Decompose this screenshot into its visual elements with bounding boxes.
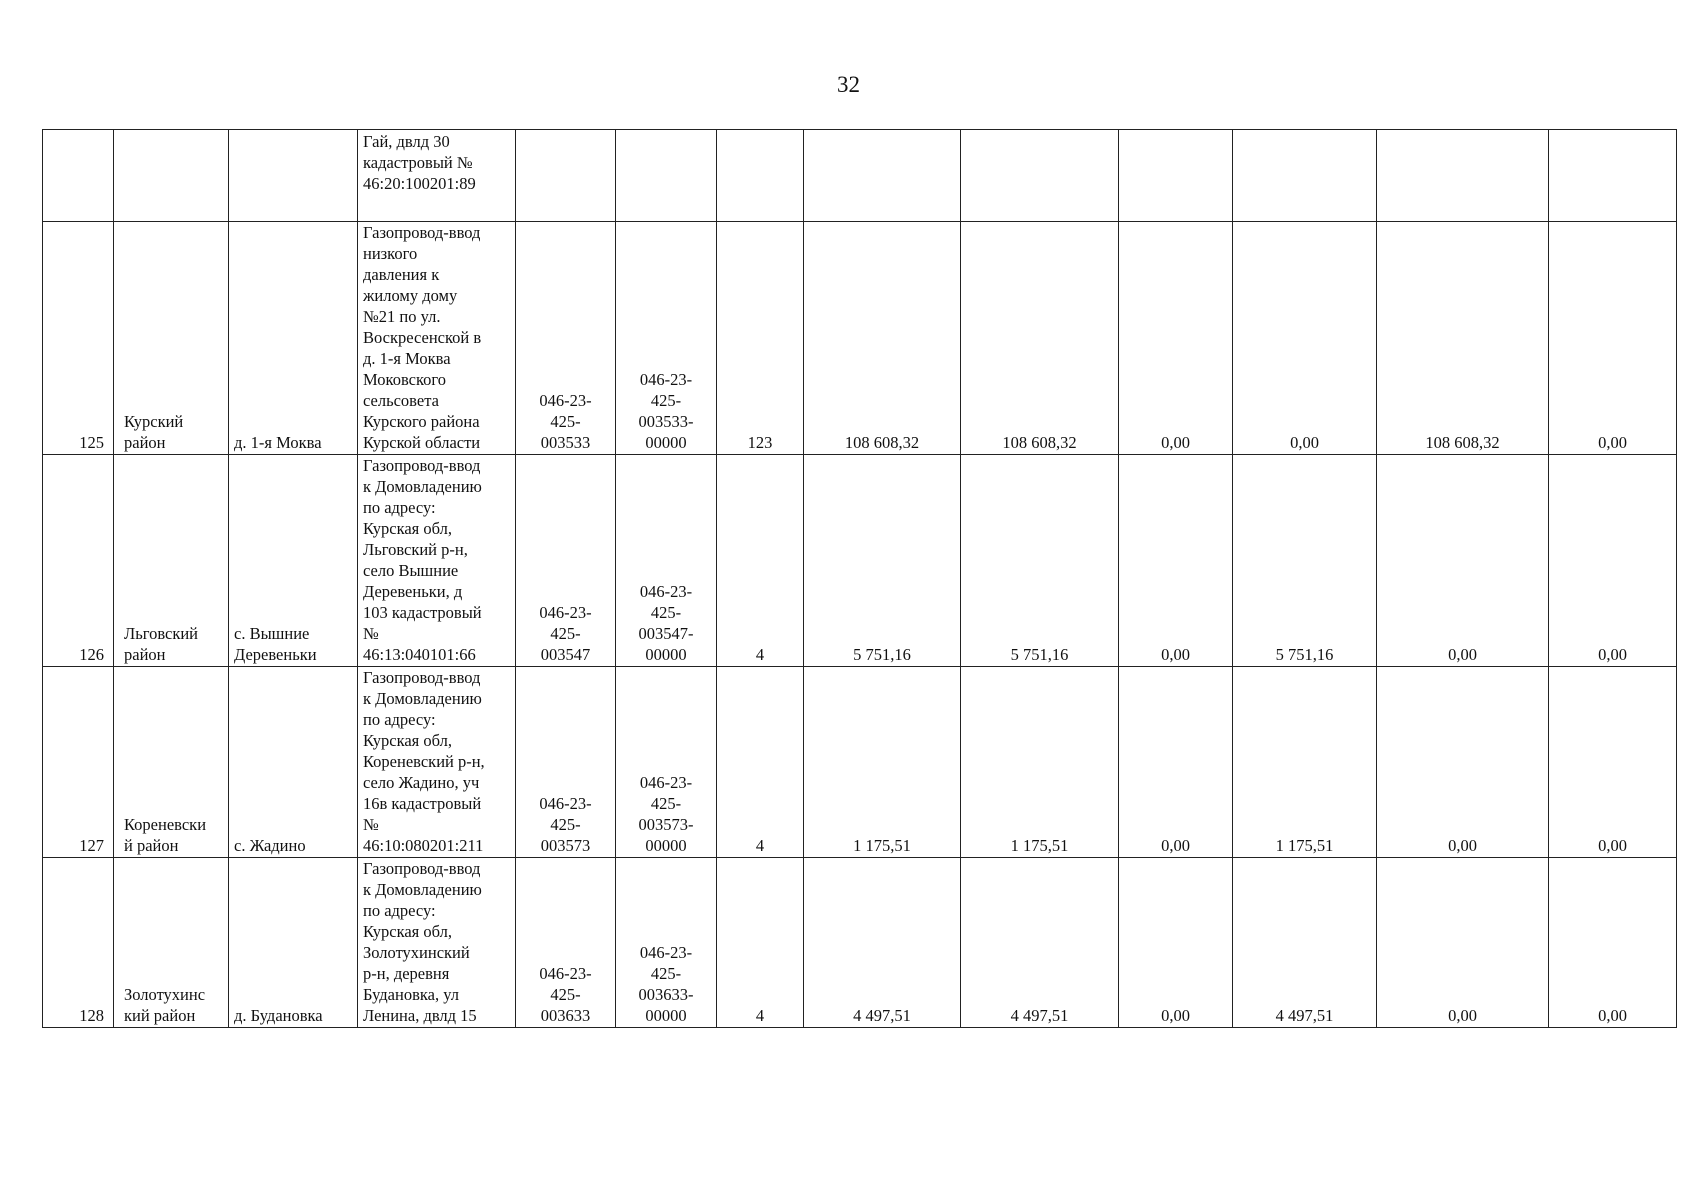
cell-num: 128 <box>43 858 114 1028</box>
cell-qty <box>717 130 804 222</box>
cell-v4: 5 751,16 <box>1233 455 1377 667</box>
cell-v6: 0,00 <box>1549 667 1677 858</box>
cell-code2: 046-23- 425- 003547- 00000 <box>616 455 717 667</box>
cell-object: Газопровод-ввод низкого давления к жилому дому №21 по ул. Воскресенской в д. 1-я Моква Моковского сельсовета Курского района Курской области <box>358 222 516 455</box>
cell-code1: 046-23- 425- 003633 <box>516 858 616 1028</box>
cell-v2: 5 751,16 <box>961 455 1119 667</box>
cell-code2: 046-23- 425- 003533- 00000 <box>616 222 717 455</box>
cell-code1 <box>516 130 616 222</box>
cell-code1: 046-23- 425- 003573 <box>516 667 616 858</box>
cell-num: 127 <box>43 667 114 858</box>
cell-code2: 046-23- 425- 003573- 00000 <box>616 667 717 858</box>
cell-v5: 0,00 <box>1377 667 1549 858</box>
cell-code2 <box>616 130 717 222</box>
cell-v1: 4 497,51 <box>804 858 961 1028</box>
cell-v1: 1 175,51 <box>804 667 961 858</box>
cell-v6: 0,00 <box>1549 222 1677 455</box>
cell-object: Газопровод-ввод к Домовладению по адресу: Курская обл, Кореневский р-н, село Жадино, уч 16в кадастровый № 46:10:080201:211 <box>358 667 516 858</box>
cell-v4: 1 175,51 <box>1233 667 1377 858</box>
table-row <box>43 455 1677 667</box>
cell-v3 <box>1119 130 1233 222</box>
table-row <box>43 222 1677 455</box>
cell-v6: 0,00 <box>1549 858 1677 1028</box>
cell-district: Кореневски й район <box>114 667 229 858</box>
cell-district: Курский район <box>114 222 229 455</box>
cell-v4: 4 497,51 <box>1233 858 1377 1028</box>
cell-qty: 123 <box>717 222 804 455</box>
cell-v1: 5 751,16 <box>804 455 961 667</box>
cell-qty: 4 <box>717 667 804 858</box>
cell-v6: 0,00 <box>1549 455 1677 667</box>
cell-v4: 0,00 <box>1233 222 1377 455</box>
cell-v3: 0,00 <box>1119 222 1233 455</box>
cell-district: Льговский район <box>114 455 229 667</box>
cell-v5: 0,00 <box>1377 455 1549 667</box>
cell-v3: 0,00 <box>1119 667 1233 858</box>
cell-settlement: с. Жадино <box>229 667 358 858</box>
cell-code2: 046-23- 425- 003633- 00000 <box>616 858 717 1028</box>
cell-v2: 4 497,51 <box>961 858 1119 1028</box>
cell-num <box>43 130 114 222</box>
cell-object: Газопровод-ввод к Домовладению по адресу: Курская обл, Золотухинский р-н, деревня Будановка, ул Ленина, двлд 15 <box>358 858 516 1028</box>
cell-object: Гай, двлд 30 кадастровый № 46:20:100201:89 <box>358 130 516 222</box>
cell-v6 <box>1549 130 1677 222</box>
cell-num: 125 <box>43 222 114 455</box>
registry-table <box>42 129 1677 1028</box>
table-row-continuation <box>43 130 1677 222</box>
cell-settlement: д. 1-я Моква <box>229 222 358 455</box>
cell-district <box>114 130 229 222</box>
cell-object: Газопровод-ввод к Домовладению по адресу: Курская обл, Льговский р-н, село Вышние Деревеньки, д 103 кадастровый № 46:13:040101:66 <box>358 455 516 667</box>
cell-num: 126 <box>43 455 114 667</box>
cell-district: Золотухинс кий район <box>114 858 229 1028</box>
cell-v5: 108 608,32 <box>1377 222 1549 455</box>
cell-qty: 4 <box>717 455 804 667</box>
cell-v5 <box>1377 130 1549 222</box>
cell-code1: 046-23- 425- 003533 <box>516 222 616 455</box>
cell-code1: 046-23- 425- 003547 <box>516 455 616 667</box>
cell-qty: 4 <box>717 858 804 1028</box>
cell-v2: 1 175,51 <box>961 667 1119 858</box>
cell-v3: 0,00 <box>1119 858 1233 1028</box>
cell-v2: 108 608,32 <box>961 222 1119 455</box>
table-row <box>43 858 1677 1028</box>
table-row <box>43 667 1677 858</box>
cell-v2 <box>961 130 1119 222</box>
page-number: 32 <box>837 72 860 97</box>
cell-settlement <box>229 130 358 222</box>
cell-v4 <box>1233 130 1377 222</box>
cell-v1 <box>804 130 961 222</box>
cell-v5: 0,00 <box>1377 858 1549 1028</box>
cell-v1: 108 608,32 <box>804 222 961 455</box>
cell-settlement: с. Вышние Деревеньки <box>229 455 358 667</box>
cell-v3: 0,00 <box>1119 455 1233 667</box>
cell-settlement: д. Будановка <box>229 858 358 1028</box>
